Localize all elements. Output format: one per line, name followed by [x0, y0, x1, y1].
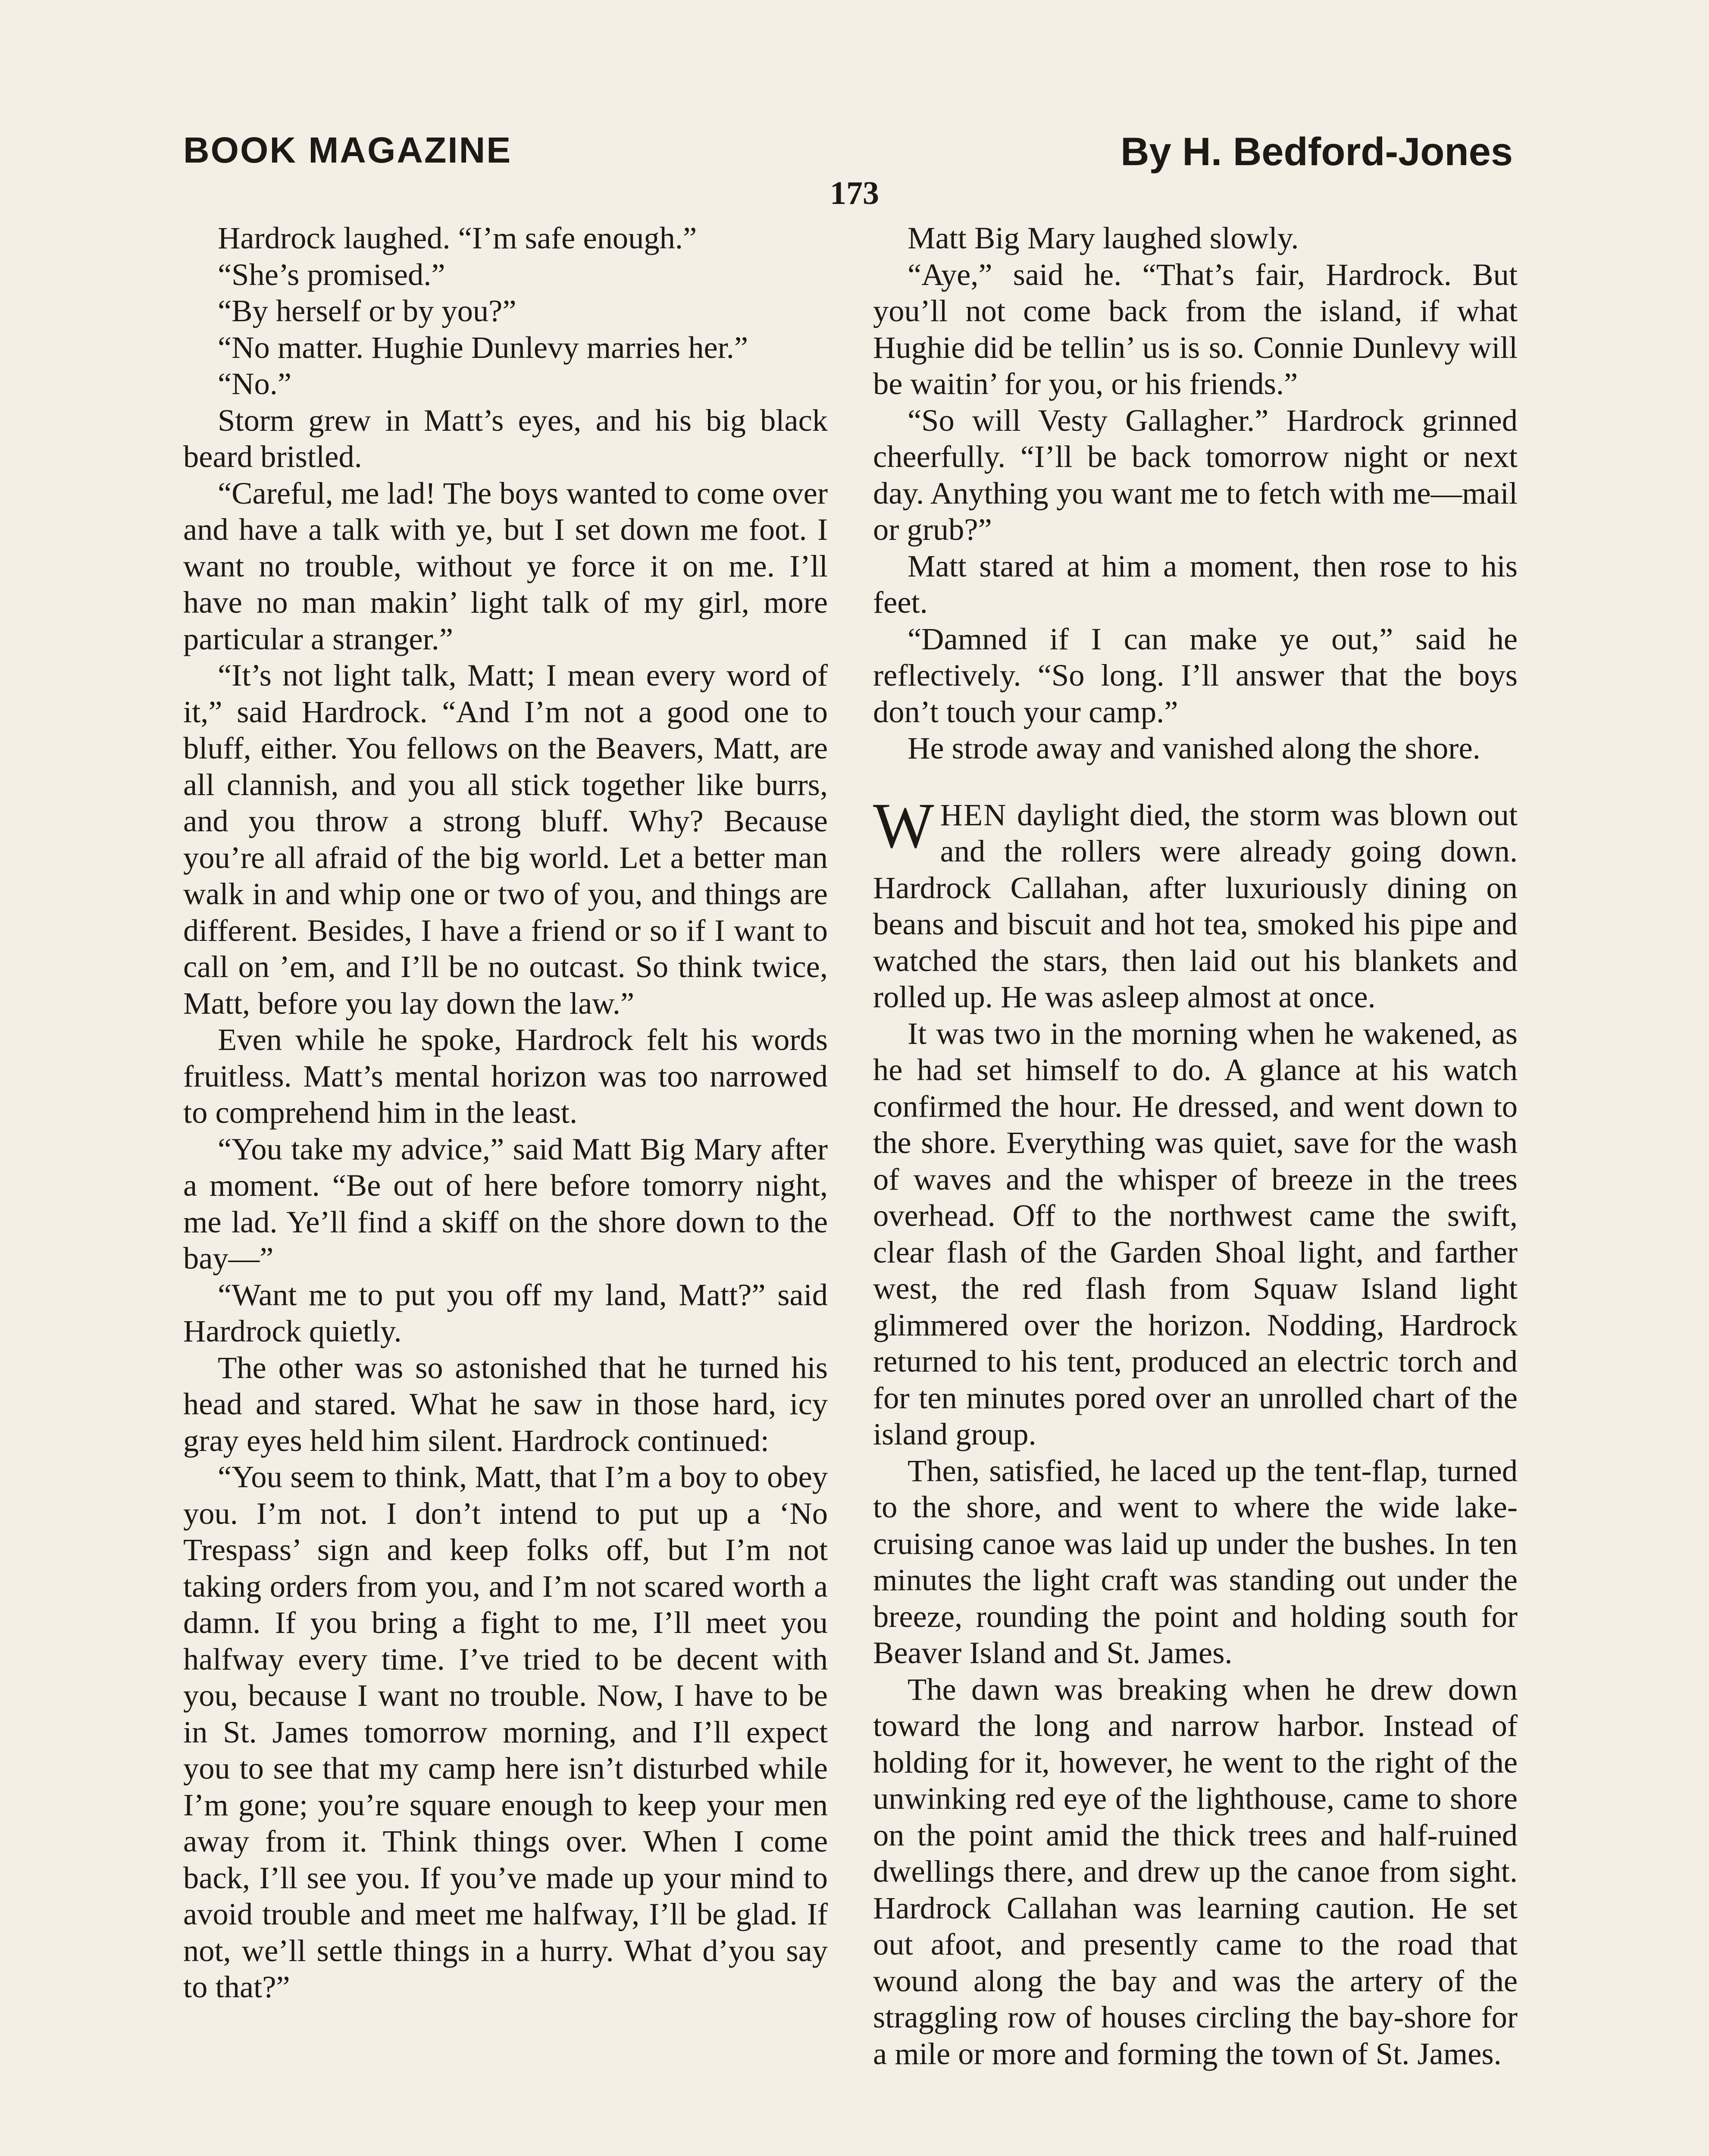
paragraph: Even while he spoke, Hardrock felt his words fruitless. Matt’s mental horizon was too narrowed to comprehend him in the least.	[183, 1022, 828, 1130]
paragraph: “She’s promised.”	[218, 257, 445, 292]
paragraph: Matt stared at him a moment, then rose to his feet.	[873, 548, 1518, 620]
paragraph: The other was so astonished that he turned his head and stared. What he saw in those hard, icy gray eyes held him silent. Hardrock continued:	[183, 1350, 828, 1458]
paragraph: Then, satisfied, he laced up the tent-flap, turned to the shore, and went to where the wide lake-cruising canoe was laid up under the bushes. In ten minutes the light craft was standing out under the breeze, rounding the point and holding south for Beaver Island and St. James.	[873, 1453, 1518, 1670]
page-number: 173	[830, 175, 879, 211]
paragraph: “Careful, me lad! The boys wanted to come over and have a talk with ye, but I set down me foot. I want no trouble, without ye force it on me. I’ll have no man makin’ light talk of my girl, more particular a stranger.”	[183, 475, 828, 656]
right-text-column	[873, 220, 1518, 2072]
magazine-title: BOOK MAGAZINE	[183, 130, 512, 170]
paragraph: “Aye,” said he. “That’s fair, Hardrock. But you’ll not come back from the island, if what Hughie did be tellin’ us is so. Connie Dunlevy will be waitin’ for you, or his friends.”	[873, 257, 1518, 401]
paragraph: “By herself or by you?”	[218, 293, 516, 328]
paragraph: “No.”	[218, 366, 292, 401]
section-opening-text: daylight died, the storm was blown out and the rollers were already going down. Hardrock Callahan, after luxuriously dining on beans and biscuit and hot tea, smoked his pipe and watched the stars, then laid out his blankets and rolled up. He was asleep almost at once.	[873, 797, 1518, 1014]
small-caps-lead: HEN	[940, 797, 1007, 832]
paragraph: “So will Vesty Gallagher.” Hardrock grinned cheerfully. “I’ll be back tomorrow night or next day. Anything you want me to fetch with me—mail or grub?”	[873, 402, 1518, 547]
author-byline: By H. Bedford-Jones	[1121, 130, 1513, 174]
left-text-column	[183, 220, 828, 2006]
paragraph: “It’s not light talk, Matt; I mean every word of it,” said Hardrock. “And I’m not a good one to bluff, either. You fellows on the Beavers, Matt, are all clannish, and you all stick together like burrs, and you throw a strong bluff. Why? Because you’re all afraid of the big world. Let a better man walk in and whip one or two of you, and things are different. Besides, I have a friend or so if I want to call on ’em, and I’ll be no outcast. So think twice, Matt, before you lay down the law.”	[183, 658, 828, 1021]
paragraph: He strode away and vanished along the shore.	[908, 730, 1481, 765]
paragraph: It was two in the morning when he wakened, as he had set himself to do. A glance at his watch confirmed the hour. He dressed, and went down to the shore. Everything was quiet, save for the wash of waves and the whisper of breeze in the trees overhead. Off to the northwest came the swift, clear flash of the Garden Shoal light, and farther west, the red flash from Squaw Island light glimmered over the horizon. Nodding, Hardrock returned to his tent, produced an electric torch and for ten minutes pored over an unrolled chart of the island group.	[873, 1015, 1518, 1451]
paragraph: “You take my advice,” said Matt Big Mary after a moment. “Be out of here before tomorry night, me lad. Ye’ll find a skiff on the shore down to the bay—”	[183, 1131, 828, 1275]
drop-cap: W	[873, 790, 934, 862]
paragraph: “No matter. Hughie Dunlevy marries her.”	[218, 329, 748, 365]
paragraph: The dawn was breaking when he drew down toward the long and narrow harbor. Instead of holding for it, however, he went to the right of the unwinking red eye of the lighthouse, came to shore on the point amid the thick trees and half-ruined dwellings there, and drew up the canoe from sight. Hardrock Callahan was learning caution. He set out afoot, and presently came to the road that wound along the bay and was the artery of the straggling row of houses circling the bay-shore for a mile or more and forming the town of St. James.	[873, 1671, 1518, 2071]
paragraph: Storm grew in Matt’s eyes, and his big black beard bristled.	[183, 402, 828, 474]
section-opening-paragraph	[873, 790, 1518, 1015]
paragraph: “You seem to think, Matt, that I’m a boy to obey you. I’m not. I don’t intend to put up a ‘No Trespass’ sign and keep folks off, but I’m not taking orders from you, and I’m not scared worth a damn. If you bring a fight to me, I’ll meet you halfway every time. I’ve tried to be decent with you, because I want no trouble. Now, I have to be in St. James tomorrow morning, and I’ll expect you to see that my camp here isn’t disturbed while I’m gone; you’re square enough to keep your men away from it. Think things over. When I come back, I’ll see you. If you’ve made up your mind to avoid trouble and meet me halfway, I’ll be glad. If not, we’ll settle things in a hurry. What d’you say to that?”	[183, 1459, 828, 2004]
paragraph: “Want me to put you off my land, Matt?” said Hardrock quietly.	[183, 1277, 828, 1348]
paragraph: Matt Big Mary laughed slowly.	[908, 220, 1299, 255]
paragraph: “Damned if I can make ye out,” said he reflectively. “So long. I’ll answer that the boys don’t touch your camp.”	[873, 621, 1518, 729]
paragraph: Hardrock laughed. “I’m safe enough.”	[218, 220, 697, 255]
